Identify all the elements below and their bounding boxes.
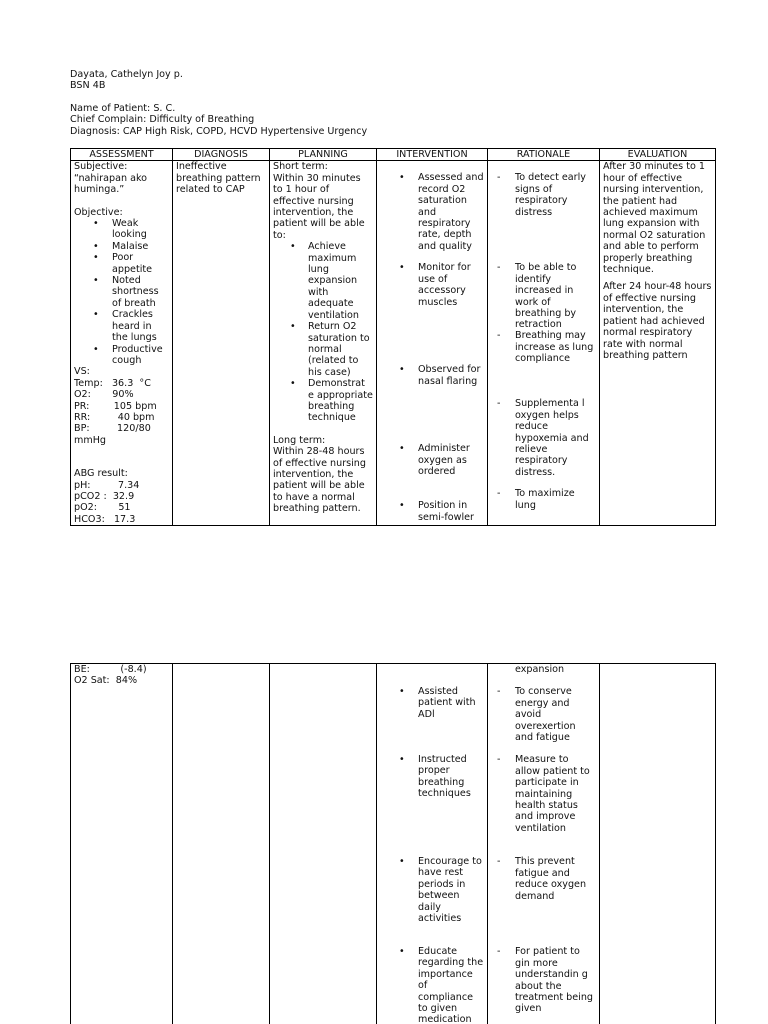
evaluation-cell [600,161,716,526]
vital-signs [74,366,169,525]
col-header-assessment: ASSESSMENT [71,149,173,161]
short-term-label: Short term: [273,161,328,173]
vs-line: VS: [74,366,90,378]
list-item: - Breathing may increase as lung compliance [491,330,596,398]
col-header-evaluation: EVALUATION [600,149,716,161]
list-item: • Demonstrat e appropriate breathing technique [273,378,373,424]
list-item: - Measure to allow patient to participate in maintaining health status and improve ventilation [491,754,596,856]
list-item: • Malaise [74,241,169,252]
rationale-continued: expansion [515,664,565,675]
list-item: • Achieve maximum lung expansion with adequate ventilation [273,241,373,321]
col-header-intervention: INTERVENTION [377,149,488,161]
list-item: • Productive cough [74,344,169,367]
intervention-list [380,172,484,523]
vs-line: PR: 105 bpm [74,400,157,412]
list-item: • Encourage to have rest periods in between daily activities [380,856,484,946]
diagnosis-cell [173,664,270,1024]
list-item: • Educate regarding the importance of compliance to given medication [380,946,484,1024]
abg-line: pCO2 : 32.9 [74,490,135,502]
assessment-cell [71,664,173,1024]
vs-line: RR: 40 bpm [74,411,155,423]
care-plan-table-continued [70,663,716,1024]
long-term-text: Within 28-48 hours of effective nursing intervention, the patient will be able to have a normal breathing pattern. [273,446,366,515]
list-item: • Poor appetite [74,252,169,275]
vs-line: O2: 90% [74,389,134,401]
col-header-planning: PLANNING [270,149,377,161]
list-item: - To maximize lung [491,488,596,511]
abg-line: O2 Sat: 84% [74,675,138,687]
abg-line: pH: 7.34 [74,479,140,491]
col-header-rationale: RATIONALE [488,149,600,161]
abg-continued [74,664,169,687]
rationale-cell [488,161,600,526]
vs-line: BP: 120/80 [74,423,151,435]
list-item: - To conserve energy and avoid overexertion and fatigue [491,686,596,754]
list-item: - To detect early signs of respiratory distress [491,172,596,251]
intervention-cell [377,664,488,1024]
list-item: - Supplementa l oxygen helps reduce hypoxemia and relieve respiratory distress. [491,398,596,488]
list-item: • Noted shortness of breath [74,275,169,309]
abg-line: HCO3: 17.3 [74,513,136,525]
patient-name: Name of Patient: S. C. [70,102,176,114]
evaluation-short-term: After 30 minutes to 1 hour of effective nursing intervention, the patient had achieved maximum lung expansion with normal O2 saturation and able to perform properly breathing technique. [603,161,706,276]
rationale-list [491,172,596,511]
planning-cell [270,664,377,1024]
intervention-list [380,686,484,1024]
chief-complaint: Chief Complain: Difficulty of Breathing [70,114,255,126]
list-item: • Crackles heard in the lungs [74,309,169,343]
objective-label: Objective: [74,206,123,218]
rationale-cell [488,664,600,1024]
vs-line: mmHg [74,434,106,446]
short-term-goals [273,241,373,424]
list-item: • Position in semi-fowler [380,500,484,523]
list-item: • Monitor for use of accessory muscles [380,262,484,364]
list-item: • Return O2 saturation to normal (related to his case) [273,321,373,378]
rationale-list [491,686,596,1014]
col-header-diagnosis: DIAGNOSIS [173,149,270,161]
long-term-label: Long term: [273,434,326,446]
list-item: • Instructed proper breathing techniques [380,754,484,856]
list-item: • Administer oxygen as ordered [380,443,484,500]
intervention-cell [377,161,488,526]
student-section: BSN 4B [70,80,106,92]
list-item: • Observed for nasal flaring [380,364,484,443]
list-item: • Assessed and record O2 saturation and respiratory rate, depth and quality [380,172,484,251]
short-term-text: Within 30 minutes to 1 hour of effective nursing intervention, the patient will be able to: [273,172,365,241]
list-item: - For patient to gin more understandin g about the treatment being given [491,946,596,1014]
vs-line: Temp: 36.3 °C [74,377,151,389]
diagnosis-line: Diagnosis: CAP High Risk, COPD, HCVD Hypertensive Urgency [70,125,368,137]
assessment-cell [71,161,173,526]
document-header [70,69,710,137]
list-item: • Weak looking [74,218,169,241]
list-item: - This prevent fatigue and reduce oxygen demand [491,856,596,946]
evaluation-cell [600,664,716,1024]
planning-cell [270,161,377,526]
list-item: • Assisted patient with ADl [380,686,484,754]
subjective-label: Subjective: [74,161,128,173]
list-item: - To be able to identify increased in work of breathing by retraction [491,262,596,330]
subjective-quote: “nahirapan ako huminga.” [74,172,148,196]
abg-line: BE: (-8.4) [74,664,147,675]
objective-list [74,218,169,366]
student-name: Dayata, Cathelyn Joy p. [70,69,183,80]
evaluation-long-term: After 24 hour-48 hours of effective nursing intervention, the patient had achieved normal respiratory rate with normal breathing pattern [603,281,712,361]
abg-line: ABG result: [74,468,128,480]
care-plan-table [70,148,716,526]
abg-line: pO2: 51 [74,502,131,514]
diagnosis-cell: Ineffective breathing pattern related to CAP [173,161,270,526]
